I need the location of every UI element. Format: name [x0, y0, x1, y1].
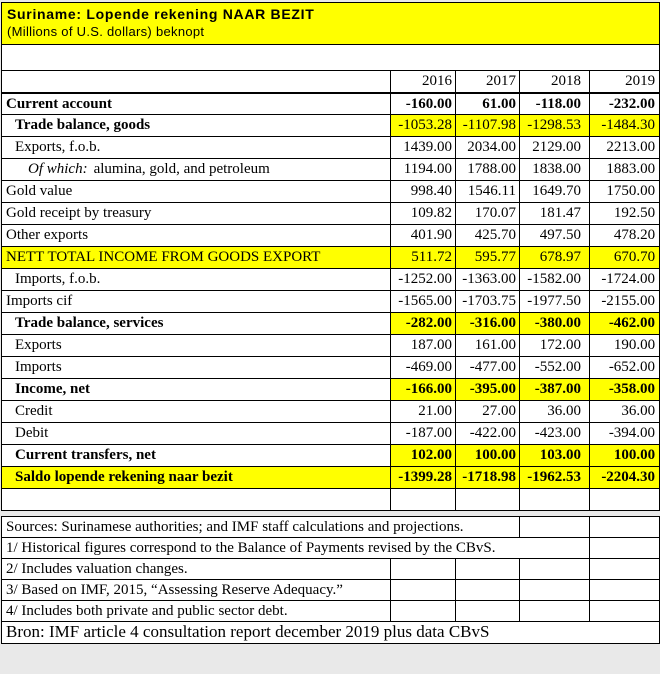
empty-cell — [456, 580, 520, 601]
value-cell: -160.00 — [391, 93, 456, 115]
empty-cell — [456, 601, 520, 622]
row-label-cell: Exports, f.o.b. — [2, 137, 391, 159]
value-cell: -462.00 — [590, 313, 660, 335]
footnote-text: 3/ Based on IMF, 2015, “Assessing Reserve Adequacy.” — [2, 580, 391, 601]
value-cell: -282.00 — [391, 313, 456, 335]
title-row — [2, 3, 660, 45]
table-row — [2, 379, 660, 401]
table-row — [2, 423, 660, 445]
value-cell: -552.00 — [520, 357, 590, 379]
footnote-text: 4/ Includes both private and public sector debt. — [2, 601, 391, 622]
value-cell: -652.00 — [590, 357, 660, 379]
value-cell: -1363.00 — [456, 269, 520, 291]
row-label-cell: Debit — [2, 423, 391, 445]
row-label-cell: NETT TOTAL INCOME FROM GOODS EXPORT — [2, 247, 391, 269]
row-label-cell: Current transfers, net — [2, 445, 391, 467]
value-cell: -166.00 — [391, 379, 456, 401]
value-cell: 2129.00 — [520, 137, 590, 159]
value-cell: 21.00 — [391, 401, 456, 423]
row-label-cell: Exports — [2, 335, 391, 357]
row-label-cell: Credit — [2, 401, 391, 423]
title-block — [2, 3, 660, 45]
table-row — [2, 445, 660, 467]
value-cell: -387.00 — [520, 379, 590, 401]
value-cell: 2213.00 — [590, 137, 660, 159]
value-cell: 1788.00 — [456, 159, 520, 181]
row-label-cell — [2, 159, 391, 181]
value-cell: 190.00 — [590, 335, 660, 357]
sheet-subtitle: (Millions of U.S. dollars) beknopt — [7, 23, 205, 39]
year-header: 2017 — [456, 71, 520, 93]
value-cell: -1582.00 — [520, 269, 590, 291]
row-label-cell: Imports — [2, 357, 391, 379]
row-label-cell: Trade balance, services — [2, 313, 391, 335]
value-cell: -394.00 — [590, 423, 660, 445]
value-cell: -469.00 — [391, 357, 456, 379]
value-cell: -118.00 — [520, 93, 590, 115]
table-row — [2, 137, 660, 159]
footnote-row — [2, 580, 660, 601]
value-cell: 670.70 — [590, 247, 660, 269]
value-cell: -1724.00 — [590, 269, 660, 291]
year-header: 2018 — [520, 71, 590, 93]
corner-cell — [2, 71, 391, 93]
value-cell: -1962.53 — [520, 467, 590, 489]
value-cell: 1649.70 — [520, 181, 590, 203]
main-table — [1, 2, 660, 511]
value-cell: -395.00 — [456, 379, 520, 401]
row-label-italic: Of which: — [28, 161, 88, 178]
empty-cell — [590, 601, 660, 622]
footnote-row — [2, 601, 660, 622]
empty-cell — [590, 580, 660, 601]
value-cell: 1750.00 — [590, 181, 660, 203]
table-row — [2, 335, 660, 357]
value-cell: 1439.00 — [391, 137, 456, 159]
row-label-cell: Current account — [2, 93, 391, 115]
table-row — [2, 401, 660, 423]
sources-text: Sources: Surinamese authorities; and IMF staff calculations and projections. — [2, 517, 520, 538]
empty-cell — [590, 489, 660, 511]
value-cell: 1838.00 — [520, 159, 590, 181]
value-cell: -1298.53 — [520, 115, 590, 137]
value-cell: -1703.75 — [456, 291, 520, 313]
value-cell: -2155.00 — [590, 291, 660, 313]
value-cell: -1107.98 — [456, 115, 520, 137]
table-row — [2, 247, 660, 269]
row-label-cell: Other exports — [2, 225, 391, 247]
row-label-cell: Gold value — [2, 181, 391, 203]
value-cell: -187.00 — [391, 423, 456, 445]
year-header: 2016 — [391, 71, 456, 93]
table-row — [2, 203, 660, 225]
value-cell: 170.07 — [456, 203, 520, 225]
row-label-cell: Saldo lopende rekening naar bezit — [2, 467, 391, 489]
value-cell: 100.00 — [590, 445, 660, 467]
value-cell: 36.00 — [520, 401, 590, 423]
footnote-text: 2/ Includes valuation changes. — [2, 559, 391, 580]
value-cell: -1399.28 — [391, 467, 456, 489]
value-cell: -1484.30 — [590, 115, 660, 137]
table-row — [2, 313, 660, 335]
value-cell: 109.82 — [391, 203, 456, 225]
value-cell: -1053.28 — [391, 115, 456, 137]
row-label-cell: Imports cif — [2, 291, 391, 313]
empty-cell — [391, 580, 456, 601]
value-cell: 161.00 — [456, 335, 520, 357]
empty-cell — [520, 489, 590, 511]
table-row — [2, 269, 660, 291]
value-cell: 27.00 — [456, 401, 520, 423]
empty-cell — [391, 601, 456, 622]
empty-cell — [391, 489, 456, 511]
main-tbody — [2, 93, 660, 489]
empty-cell — [2, 489, 391, 511]
value-cell: -1565.00 — [391, 291, 456, 313]
value-cell: -1252.00 — [391, 269, 456, 291]
value-cell: -423.00 — [520, 423, 590, 445]
footnotes-table — [1, 516, 660, 644]
footnote-text: 1/ Historical figures correspond to the Balance of Payments revised by the CBvS. — [2, 538, 590, 559]
blank-row — [2, 45, 660, 71]
value-cell: -232.00 — [590, 93, 660, 115]
empty-cell — [590, 559, 660, 580]
value-cell: 36.00 — [590, 401, 660, 423]
value-cell: 425.70 — [456, 225, 520, 247]
table-row — [2, 467, 660, 489]
value-cell: 61.00 — [456, 93, 520, 115]
value-cell: -358.00 — [590, 379, 660, 401]
value-cell: 1546.11 — [456, 181, 520, 203]
empty-cell — [456, 559, 520, 580]
table-row — [2, 181, 660, 203]
value-cell: 102.00 — [391, 445, 456, 467]
value-cell: 998.40 — [391, 181, 456, 203]
bron-row — [2, 622, 660, 644]
empty-row — [2, 489, 660, 511]
table-row — [2, 93, 660, 115]
footnote-row — [2, 538, 660, 559]
empty-cell — [391, 559, 456, 580]
table-row — [2, 159, 660, 181]
value-cell: 100.00 — [456, 445, 520, 467]
table-row — [2, 115, 660, 137]
value-cell: -1718.98 — [456, 467, 520, 489]
row-label-cell: Trade balance, goods — [2, 115, 391, 137]
sources-row — [2, 517, 660, 538]
value-cell: 401.90 — [391, 225, 456, 247]
value-cell: 2034.00 — [456, 137, 520, 159]
value-cell: 478.20 — [590, 225, 660, 247]
row-label-cell: Imports, f.o.b. — [2, 269, 391, 291]
year-header: 2019 — [590, 71, 660, 93]
empty-cell — [520, 580, 590, 601]
value-cell: -316.00 — [456, 313, 520, 335]
value-cell: 103.00 — [520, 445, 590, 467]
row-label-cell: Gold receipt by treasury — [2, 203, 391, 225]
value-cell: 1883.00 — [590, 159, 660, 181]
value-cell: -2204.30 — [590, 467, 660, 489]
row-label: alumina, gold, and petroleum — [93, 161, 270, 178]
value-cell: 181.47 — [520, 203, 590, 225]
value-cell: 678.97 — [520, 247, 590, 269]
empty-cell — [456, 489, 520, 511]
sheet-title: Suriname: Lopende rekening NAAR BEZIT — [7, 6, 315, 23]
value-cell: -422.00 — [456, 423, 520, 445]
empty-cell — [520, 559, 590, 580]
year-header-row — [2, 71, 660, 93]
table-row — [2, 291, 660, 313]
value-cell: -477.00 — [456, 357, 520, 379]
row-label-cell: Income, net — [2, 379, 391, 401]
empty-cell — [590, 517, 660, 538]
value-cell: 1194.00 — [391, 159, 456, 181]
blank-cell — [2, 45, 660, 71]
table-row — [2, 225, 660, 247]
bron-text: Bron: IMF article 4 consultation report december 2019 plus data CBvS — [2, 622, 660, 644]
value-cell: -1977.50 — [520, 291, 590, 313]
empty-cell — [520, 601, 590, 622]
value-cell: 595.77 — [456, 247, 520, 269]
value-cell: -380.00 — [520, 313, 590, 335]
value-cell: 192.50 — [590, 203, 660, 225]
value-cell: 497.50 — [520, 225, 590, 247]
footnote-row — [2, 559, 660, 580]
value-cell: 511.72 — [391, 247, 456, 269]
empty-cell — [590, 538, 660, 559]
value-cell: 187.00 — [391, 335, 456, 357]
value-cell: 172.00 — [520, 335, 590, 357]
empty-cell — [520, 517, 590, 538]
table-row — [2, 357, 660, 379]
